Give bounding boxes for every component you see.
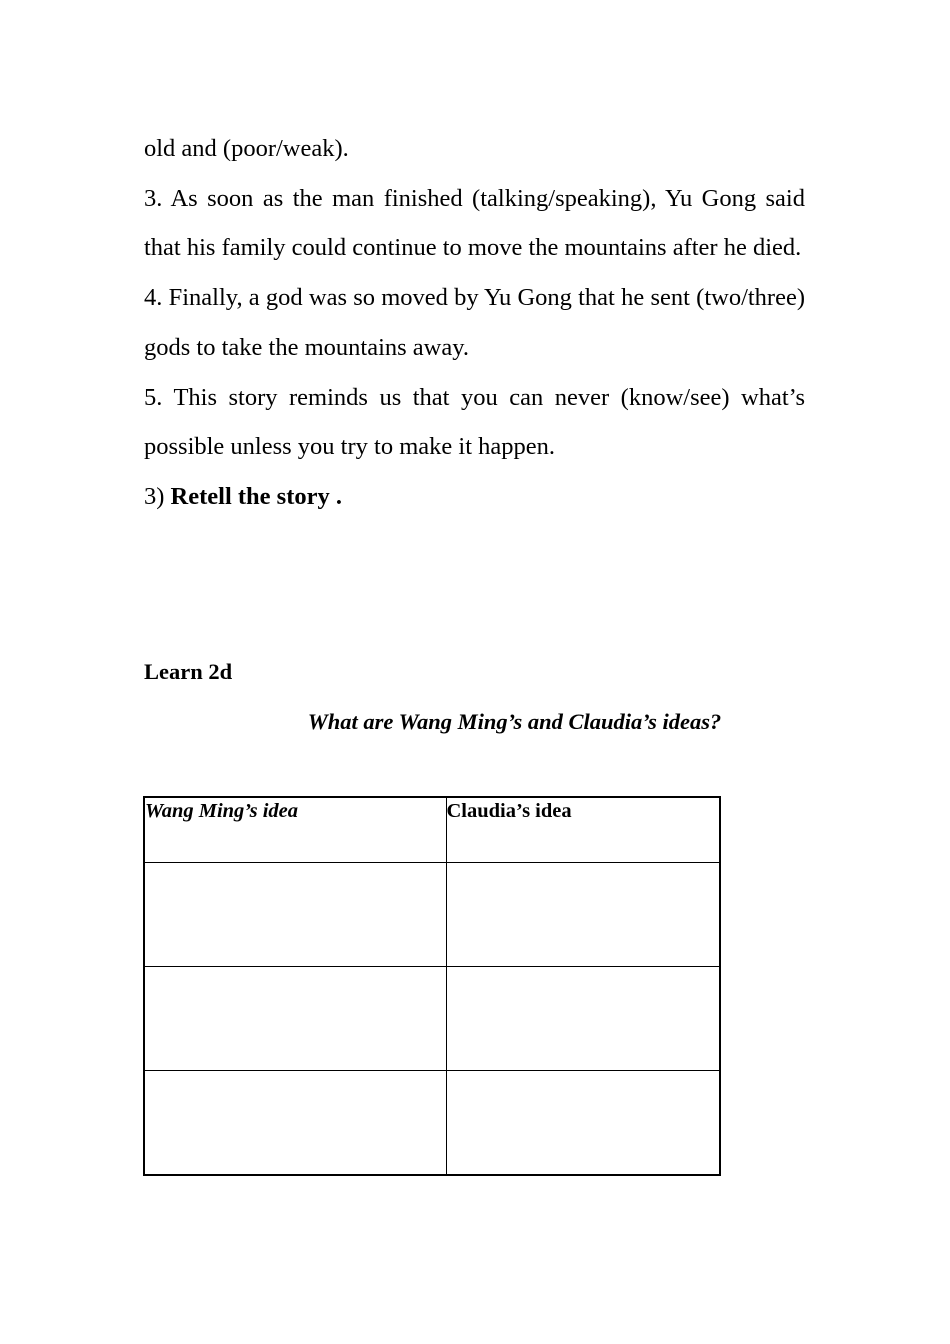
section-heading: Learn 2d <box>144 659 233 684</box>
retell-text: Retell the story . <box>170 482 342 510</box>
paragraph-item-3: 3. As soon as the man finished (talking/speaking), Yu Gong said that his family could continue to move the mountains after he died. <box>144 184 805 262</box>
header-claudia-idea: Claudia’s idea <box>446 797 720 863</box>
header-wang-ming-idea: Wang Ming’s idea <box>144 797 446 863</box>
table-cell-claudia[interactable] <box>446 863 720 967</box>
table-row <box>144 863 720 967</box>
question-title: What are Wang Ming’s and Claudia’s ideas? <box>307 709 722 734</box>
table-cell-claudia[interactable] <box>446 967 720 1071</box>
table-cell-wang-ming[interactable] <box>144 967 446 1071</box>
text-block <box>144 124 805 522</box>
ideas-table <box>143 796 721 1176</box>
table-row <box>144 1071 720 1176</box>
table-header-row <box>144 797 720 863</box>
table-cell-claudia[interactable] <box>446 1071 720 1176</box>
table-cell-wang-ming[interactable] <box>144 863 446 967</box>
table-cell-wang-ming[interactable] <box>144 1071 446 1176</box>
paragraph-item-4: 4. Finally, a god was so moved by Yu Gong that he sent (two/three) gods to take the mountains away. <box>144 284 805 361</box>
table-row <box>144 967 720 1071</box>
retell-number: 3) <box>144 482 171 510</box>
retell-instruction <box>144 472 805 522</box>
paragraph-item-5: 5. This story reminds us that you can never (know/see) what’s possible unless you try to make it happen. <box>144 383 805 461</box>
paragraph-line-continuation: old and (poor/weak). <box>144 135 349 162</box>
